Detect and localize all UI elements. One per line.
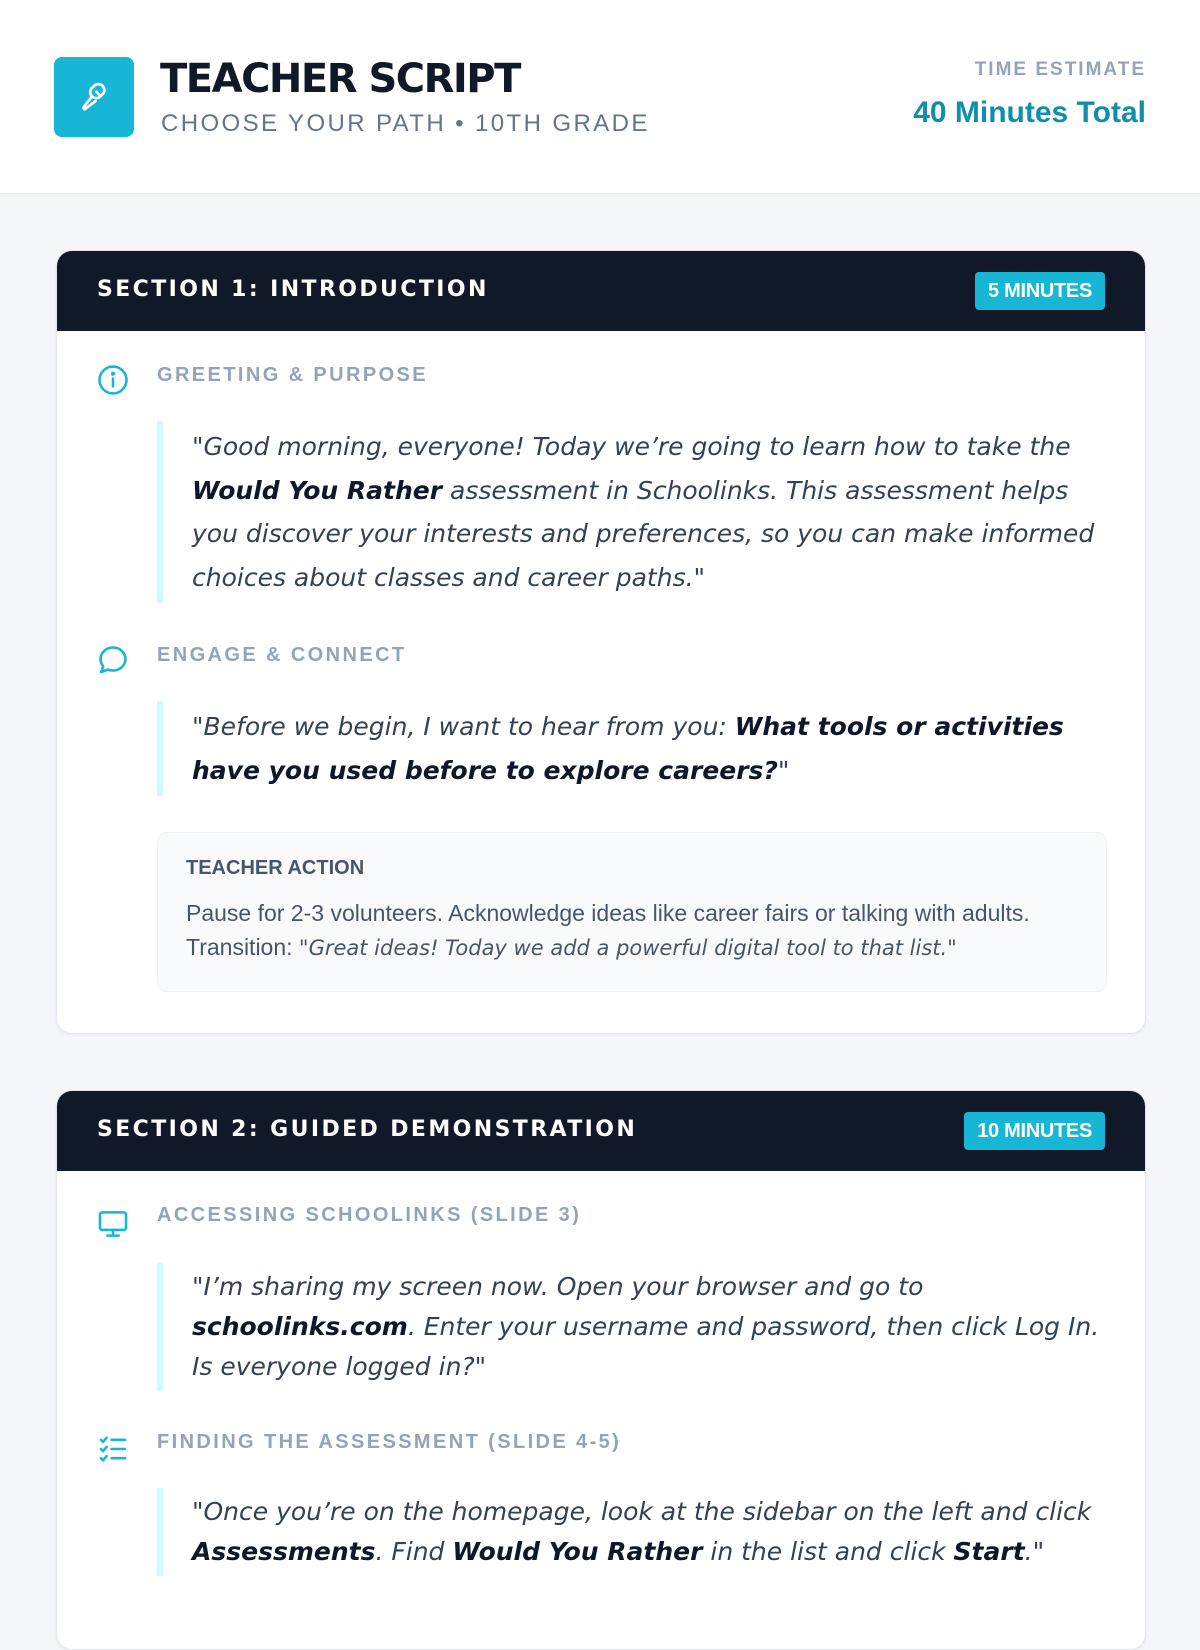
quote-emphasis: Would You Rather xyxy=(452,1537,703,1566)
info-icon xyxy=(96,363,130,397)
checklist-icon xyxy=(96,1432,130,1466)
quote-text: ." xyxy=(1024,1537,1045,1566)
quote-text: . Enter your username and password, then click Log In. Is everyone logged in?" xyxy=(192,1312,1100,1381)
quote-text: "Good morning, everyone! Today we’re going to learn how to take the xyxy=(192,432,1071,461)
chat-bubble-icon xyxy=(96,643,130,677)
time-estimate-label: TIME ESTIMATE xyxy=(974,59,1146,80)
block-label: ACCESSING SCHOOLINKS (SLIDE 3) xyxy=(157,1204,582,1226)
quote-text: assessment in Schoolinks. This assessment helps you discover your interests and preferences, so you can make informed choices about classes and career paths." xyxy=(192,475,1095,592)
page-subtitle: CHOOSE YOUR PATH • 10TH GRADE xyxy=(161,110,650,137)
quote-emphasis: Would You Rather xyxy=(192,475,443,505)
quote-text: in the list and click xyxy=(702,1537,954,1566)
script-block xyxy=(57,611,1145,785)
section-introduction xyxy=(56,250,1146,1034)
section-title: SECTION 1: INTRODUCTION xyxy=(97,277,489,302)
quote-emphasis: What tools or activities have you used before to explore careers? xyxy=(192,712,1064,785)
block-label: FINDING THE ASSESSMENT (SLIDE 4-5) xyxy=(157,1431,622,1453)
monitor-icon xyxy=(96,1207,130,1241)
quote-text: "Before we begin, I want to hear from you: xyxy=(192,712,735,741)
action-quote: "Great ideas! Today we add a powerful digital tool to that list." xyxy=(298,936,957,960)
script-block xyxy=(57,1171,1145,1391)
script-quote xyxy=(157,421,1107,603)
page-header xyxy=(0,0,1200,194)
quote-text: " xyxy=(777,755,790,785)
quote-text: . Find xyxy=(375,1537,453,1566)
duration-badge: 10 MINUTES xyxy=(964,1112,1105,1150)
script-block xyxy=(57,1398,1145,1566)
section-guided-demonstration xyxy=(56,1090,1146,1650)
microphone-icon xyxy=(54,57,134,137)
script-quote xyxy=(157,1488,1107,1576)
quote-emphasis: Start xyxy=(953,1537,1025,1566)
teacher-action-text xyxy=(186,896,1078,965)
section-header xyxy=(57,251,1145,331)
page-title: TEACHER SCRIPT xyxy=(160,56,520,102)
teacher-action-label: TEACHER ACTION xyxy=(186,857,365,879)
block-label: ENGAGE & CONNECT xyxy=(157,644,407,666)
time-estimate-value: 40 Minutes Total xyxy=(913,96,1146,129)
script-block xyxy=(57,331,1145,592)
block-label: GREETING & PURPOSE xyxy=(157,364,429,386)
quote-text: "I’m sharing my screen now. Open your browser and go to xyxy=(192,1272,924,1301)
quote-emphasis: Assessments xyxy=(192,1537,376,1566)
duration-badge: 5 MINUTES xyxy=(975,272,1105,310)
section-header xyxy=(57,1091,1145,1171)
script-quote xyxy=(157,1263,1107,1391)
script-quote xyxy=(157,701,1107,796)
section-title: SECTION 2: GUIDED DEMONSTRATION xyxy=(97,1117,638,1142)
action-body: Pause for 2-3 volunteers. Acknowledge ideas like career fairs or talking with adults. Transition: xyxy=(186,900,1030,960)
teacher-action-box xyxy=(157,832,1107,992)
quote-text: "Once you’re on the homepage, look at the sidebar on the left and click xyxy=(192,1497,1092,1526)
quote-emphasis: schoolinks.com xyxy=(192,1312,408,1341)
